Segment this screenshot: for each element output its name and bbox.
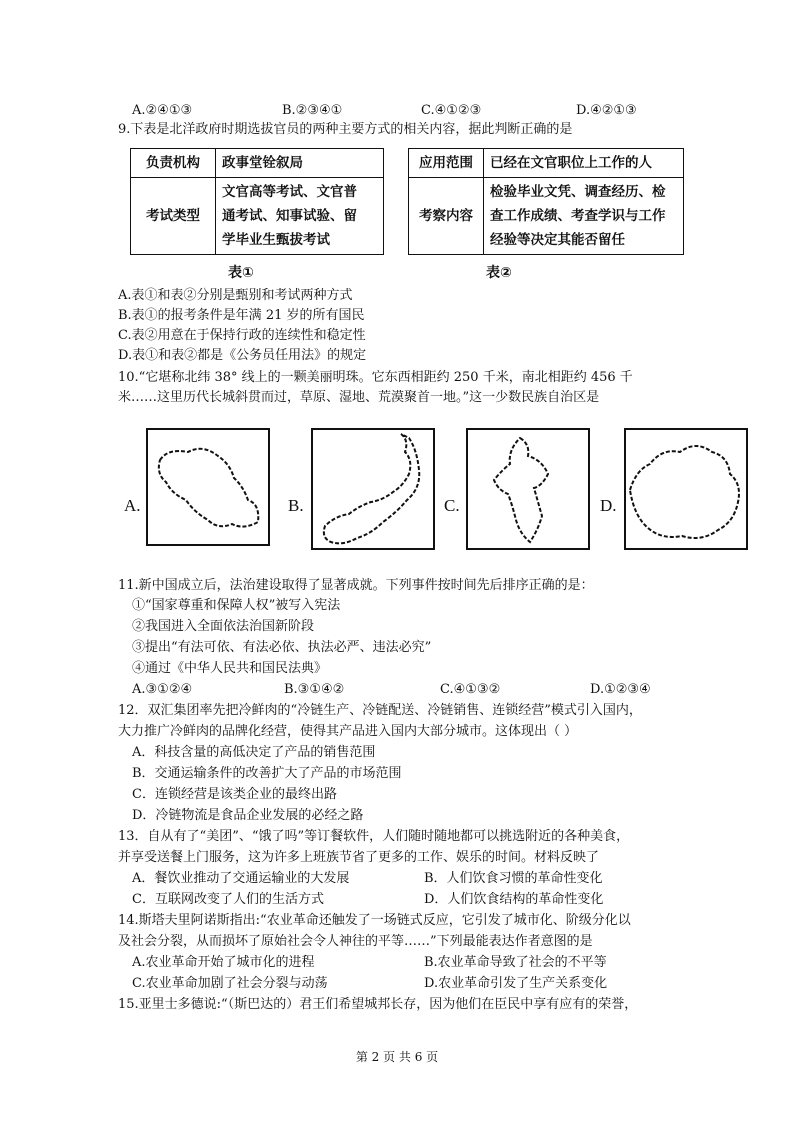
outline-map-a	[148, 430, 268, 544]
q15-line-1: 15.亚里士多德说:“（斯巴达的）君王们希望城邦长存，因为他们在臣民中享有应有的荣誉，	[118, 997, 638, 1012]
q14-line-2: 及社会分裂，从而损坏了原始社会令人神往的平等……”下列最能表达作者意图的是	[118, 934, 593, 949]
q8-option-d: D.④②①③	[576, 103, 637, 118]
map-option-c	[466, 428, 590, 550]
q11-stem: 11.新中国成立后，法治建设取得了显著成就。下列事件按时间先后排序正确的是：	[118, 578, 594, 593]
q9-stem: 9.下表是北洋政府时期选拔官员的两种主要方式的相关内容，据此判断正确的是	[118, 122, 573, 137]
map-option-b	[311, 428, 435, 550]
q10-line-1: 10.“它堪称北纬 38° 线上的一颗美丽明珠。它东西相距约 250 千米，南北相距约 456 千	[118, 370, 633, 385]
q9-option-a: A.表①和表②分别是甄别和考试两种方式	[118, 288, 353, 303]
q9-option-b: B.表①的报考条件是年满 21 岁的所有国民	[118, 308, 365, 323]
table2-header-value: 已经在文官职位上工作的人	[484, 149, 684, 178]
q11-item-1: ①“国家尊重和保障人权”被写入宪法	[132, 598, 341, 613]
page-footer: 第 2 页 共 6 页	[355, 1050, 439, 1064]
table2-row-value: 检验毕业文凭、调查经历、检 查工作成绩、考查学识与工作 经验等决定其能否留任	[484, 178, 684, 255]
outline-map-d	[626, 430, 746, 548]
q9-table-1	[130, 148, 384, 255]
table1-header-label: 负责机构	[131, 149, 216, 178]
map-option-a	[146, 428, 270, 546]
table1-row-label: 考试类型	[131, 178, 216, 255]
q9-option-c: C.表②用意在于保持行政的连续性和稳定性	[118, 328, 366, 343]
q9-table-2	[408, 148, 684, 255]
q11-option-c: C.④①③②	[440, 682, 501, 697]
table2-caption: 表②	[486, 265, 512, 281]
q13-option-a: A．餐饮业推动了交通运输业的大发展	[132, 871, 350, 886]
q12-line-2: 大力推广冷鲜肉的品牌化经营，使得其产品进入国内大部分城市。这体现出（ ）	[118, 724, 578, 739]
q14-option-d: D.农业革命引发了生产关系变化	[424, 976, 608, 991]
q11-item-4: ④通过《中华人民共和国民法典》	[132, 661, 328, 676]
map-label-d: D.	[600, 496, 617, 515]
q11-option-d: D.①②③④	[590, 682, 651, 697]
q11-option-a: A.③①②④	[132, 682, 193, 697]
q12-option-d: D．冷链物流是食品企业发展的必经之路	[132, 808, 364, 823]
q14-line-1: 14.斯塔夫里阿诺斯指出:“农业革命还触发了一场链式反应，它引发了城市化、阶级分化以	[118, 913, 631, 928]
outline-map-b	[313, 430, 433, 548]
q14-option-a: A.农业革命开始了城市化的进程	[132, 955, 315, 970]
q11-option-b: B.③①④②	[284, 682, 345, 697]
q13-option-b: B．人们饮食习惯的革命性变化	[424, 871, 603, 886]
q13-option-d: D．人们饮食结构的革命性变化	[424, 892, 604, 907]
table2-header-label: 应用范围	[409, 149, 484, 178]
map-option-d	[624, 428, 748, 550]
q14-option-b: B.农业革命导致了社会的不平等	[424, 955, 607, 970]
q13-option-c: C．互联网改变了人们的生活方式	[132, 892, 324, 907]
q9-option-d: D.表①和表②都是《公务员任用法》的规定	[118, 348, 367, 363]
q11-item-3: ③提出“有法可依、有法必依、执法必严、违法必究”	[132, 640, 432, 655]
q8-option-b: B.②③④①	[282, 103, 343, 118]
map-label-c: C.	[444, 496, 460, 515]
q12-line-1: 12．双汇集团率先把冷鲜肉的“冷链生产、冷链配送、冷链销售、连锁经营”模式引入国内，	[118, 703, 642, 718]
map-label-b: B.	[288, 496, 304, 515]
table1-row-value: 文官高等考试、文官普 通考试、知事试验、留 学毕业生甄拔考试	[216, 178, 384, 255]
q8-option-c: C.④①②③	[421, 103, 482, 118]
q8-option-a: A.②④①③	[132, 103, 193, 118]
outline-map-c	[468, 430, 588, 548]
q11-item-2: ②我国进入全面依法治国新阶段	[132, 619, 315, 634]
q14-option-c: C.农业革命加剧了社会分裂与动荡	[132, 976, 328, 991]
table2-row-label: 考察内容	[409, 178, 484, 255]
q10-line-2: 米……这里历代长城斜贯而过，草原、湿地、荒漠聚首一地。”这一少数民族自治区是	[118, 390, 600, 405]
q13-line-2: 并享受送餐上门服务，这为许多上班族节省了更多的工作、娱乐的时间。材料反映了	[118, 850, 600, 865]
q13-line-1: 13．自从有了“美团”、“饿了吗”等订餐软件，人们随时随地都可以挑选附近的各种美食，	[118, 829, 630, 844]
q12-option-b: B．交通运输条件的改善扩大了产品的市场范围	[132, 766, 402, 781]
table1-header-value: 政事堂铨叙局	[216, 149, 384, 178]
map-label-a: A.	[124, 496, 141, 515]
q12-option-c: C．连锁经营是该类企业的最终出路	[132, 787, 337, 802]
table1-caption: 表①	[228, 265, 254, 281]
q12-option-a: A．科技含量的高低决定了产品的销售范围	[132, 745, 376, 760]
